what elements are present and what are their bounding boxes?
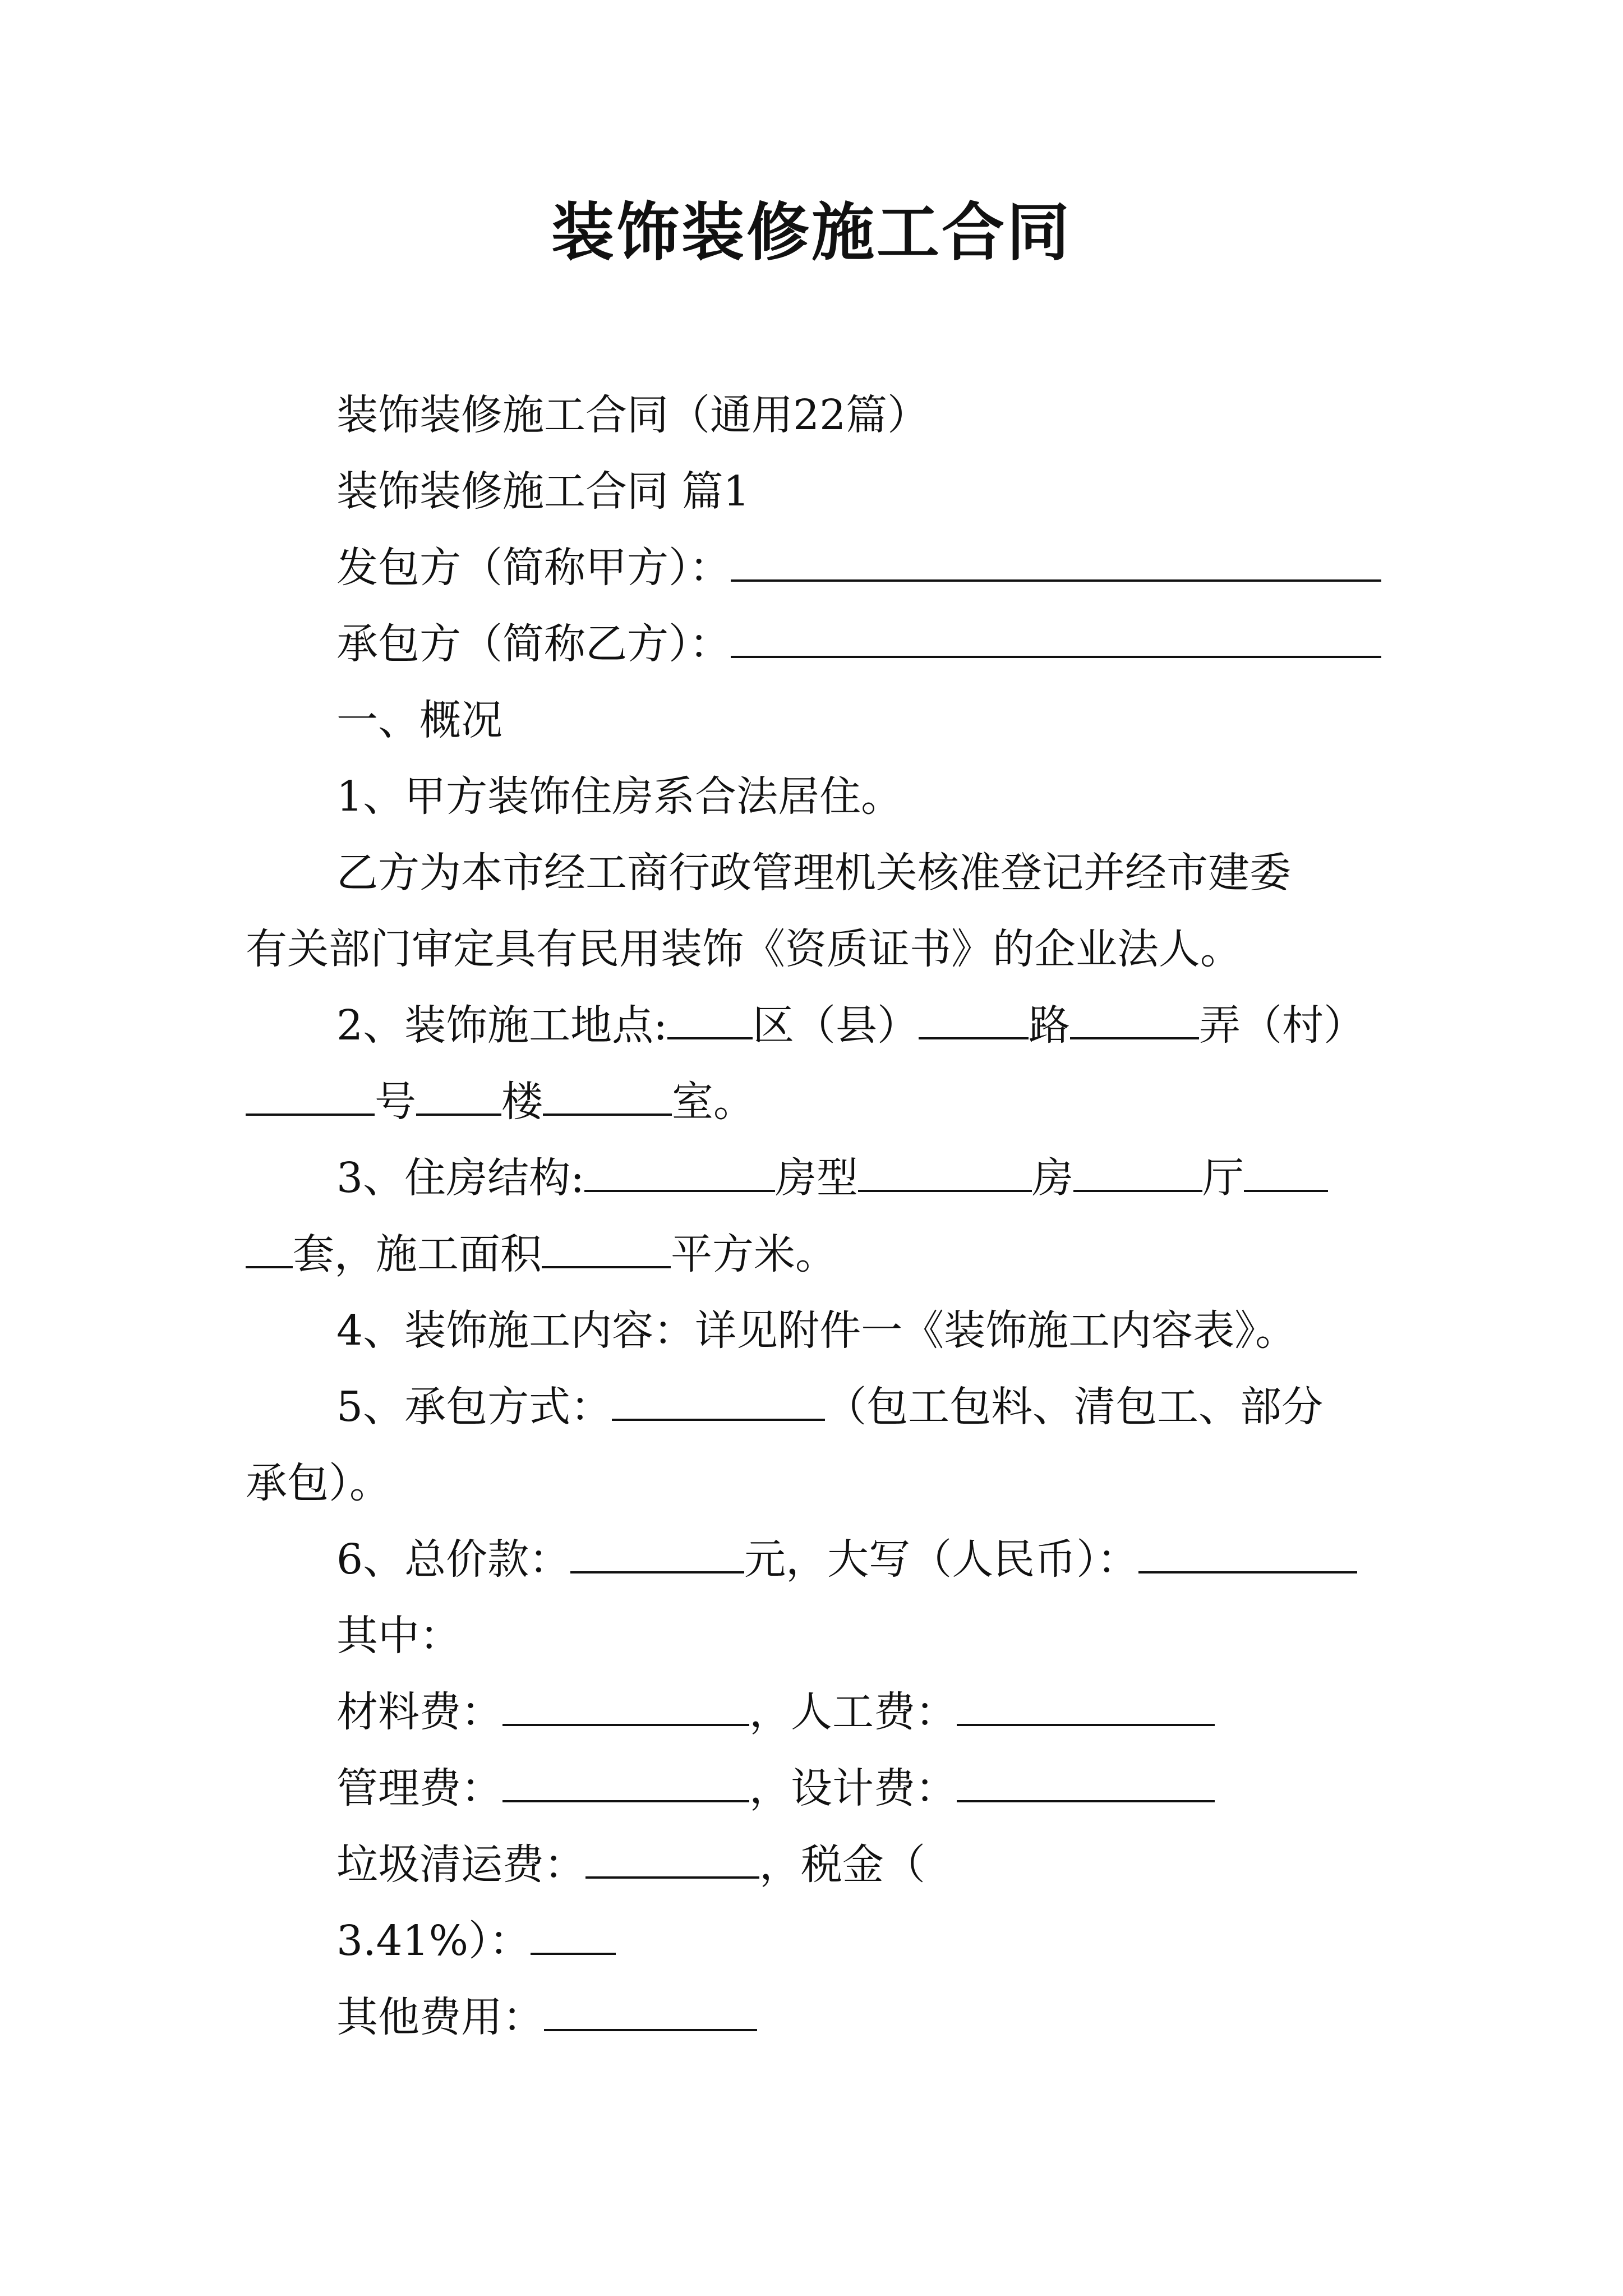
clause-5: 5、承包方式： （包工包料、清包工、部分 — [336, 1383, 1324, 1431]
material-labor-fee-line: 材料费： ，人工费： — [336, 1684, 1215, 1740]
clause-2: 2、装饰施工地点: 区（县） 路 弄（村） — [336, 1001, 1366, 1050]
clause-3: 3、住房结构: 房型 房 厅 — [336, 1150, 1328, 1206]
party-b-blank — [731, 619, 1381, 658]
management-design-fee-line: 管理费： ，设计费： — [336, 1760, 1215, 1816]
clause-5-cont: 承包）。 — [246, 1459, 391, 1507]
clause-3-cont: 套，施工面积 平方米。 — [246, 1226, 837, 1282]
party-b-line: 承包方（简称乙方）： — [336, 616, 1381, 672]
tax-rate-line: 3.41%）： — [336, 1913, 616, 1969]
document-subtitle: 装饰装修施工合同（通用22篇） — [336, 391, 929, 439]
clause-6: 6、总价款： 元，大写（人民币）： — [336, 1531, 1357, 1588]
clause-2-cont: 号 楼 室。 — [246, 1074, 755, 1130]
garbage-tax-line: 垃圾清运费： ，税金（ — [336, 1841, 925, 1889]
cost-breakdown-heading: 其中： — [336, 1612, 461, 1660]
party-a-blank — [731, 542, 1381, 582]
other-fees-line: 其他费用： — [336, 1989, 757, 2045]
clause-4: 4、装饰施工内容：详见附件一《装饰施工内容表》。 — [336, 1306, 1297, 1355]
section-heading: 装饰装修施工合同 篇1 — [336, 467, 750, 516]
document-title: 装饰装修施工合同 — [551, 196, 1072, 269]
overview-heading: 一、概况 — [336, 696, 502, 744]
clause-1: 1、甲方装饰住房系合法居住。 — [336, 772, 903, 821]
clause-1-paragraph-cont: 有关部门审定具有民用装饰《资质证书》的企业法人。 — [246, 925, 1242, 973]
clause-1-paragraph: 乙方为本市经工商行政管理机关核准登记并经市建委 — [336, 849, 1291, 897]
party-a-line: 发包方（简称甲方）： — [336, 540, 1381, 596]
